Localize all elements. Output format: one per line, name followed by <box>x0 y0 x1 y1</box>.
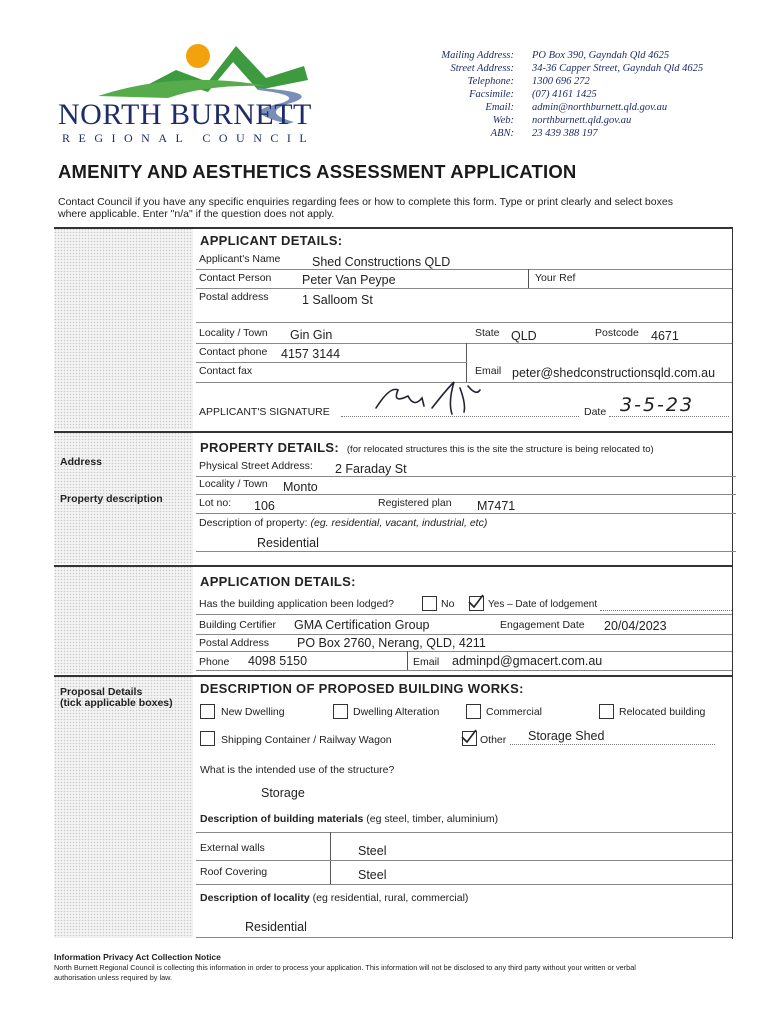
relocated-building-label: Relocated building <box>619 706 706 718</box>
property-heading <box>200 440 654 455</box>
sidebar-address: Address <box>60 456 103 468</box>
contact-value: 1300 696 272 <box>532 76 590 87</box>
locality-description-field[interactable]: Residential <box>245 920 307 934</box>
privacy-line-1: North Burnett Regional Council is collecting this information in order to process your application. This information will not be disclosed to any third party without your written or verbal <box>54 963 636 972</box>
sidebar-tick-boxes: (tick applicable boxes) <box>60 697 173 709</box>
certifier-postal-label: Postal Address <box>199 637 270 649</box>
privacy-title: Information Privacy Act Collection Notice <box>54 952 221 962</box>
registered-plan-field[interactable]: M7471 <box>477 499 516 513</box>
dwelling-alteration-checkbox[interactable] <box>333 704 348 719</box>
state-label: State <box>475 327 500 339</box>
property-description-prompt <box>199 517 487 529</box>
materials-label: Description of building materials <box>200 813 364 825</box>
contact-phone-label: Contact phone <box>199 346 268 358</box>
lot-field[interactable]: 106 <box>254 499 275 513</box>
street-address-field[interactable]: 2 Faraday St <box>335 462 407 476</box>
property-description-field[interactable]: Residential <box>257 536 319 550</box>
council-subtitle: REGIONAL COUNCIL <box>62 131 316 145</box>
sidebar-proposal-details: Proposal Details <box>60 686 143 698</box>
yes-label: Yes – Date of lodgement <box>488 599 598 610</box>
shipping-container-label: Shipping Container / Railway Wagon <box>221 734 392 746</box>
contact-value: (07) 4161 1425 <box>532 89 597 100</box>
check-icon <box>461 729 477 745</box>
other-field[interactable]: Storage Shed <box>528 729 605 743</box>
external-walls-label: External walls <box>200 842 265 854</box>
contact-label: Facsimile: <box>469 89 514 100</box>
postal-address-label: Postal address <box>199 291 269 303</box>
state-field[interactable]: QLD <box>511 329 537 343</box>
applicant-email-field[interactable]: peter@shedconstructionsqld.com.au <box>512 366 716 380</box>
new-dwelling-label: New Dwelling <box>221 706 285 718</box>
postal-address-field[interactable]: 1 Salloom St <box>302 293 373 307</box>
contact-value: PO Box 390, Gayndah Qld 4625 <box>532 50 670 61</box>
locality-description-hint: (eg residential, rural, commercial) <box>309 892 469 904</box>
intended-use-field[interactable]: Storage <box>261 786 305 800</box>
external-walls-field[interactable]: Steel <box>358 844 387 858</box>
sidebar-shade <box>54 228 193 430</box>
applicant-email-label: Email <box>475 365 502 377</box>
commercial-checkbox[interactable] <box>466 704 481 719</box>
property-heading-note: (for relocated structures this is the site the structure is being relocated to) <box>346 444 654 455</box>
materials-prompt <box>200 813 498 825</box>
dwelling-alteration-label: Dwelling Alteration <box>353 706 440 718</box>
property-description-label: Description of property: <box>199 517 308 529</box>
shipping-container-checkbox[interactable] <box>200 731 215 746</box>
intro-line-2: where applicable. Enter "n/a" if the question does not apply. <box>58 208 335 220</box>
certifier-email-field[interactable]: adminpd@gmacert.com.au <box>452 654 603 668</box>
engagement-date-label: Engagement Date <box>500 619 585 631</box>
contact-person-label: Contact Person <box>199 272 272 284</box>
certifier-field[interactable]: GMA Certification Group <box>294 618 430 632</box>
works-heading: DESCRIPTION OF PROPOSED BUILDING WORKS: <box>200 681 524 696</box>
other-label: Other <box>480 734 507 746</box>
check-icon <box>468 594 484 610</box>
date-field[interactable]: 3-5-23 <box>620 394 695 416</box>
contact-person-field[interactable]: Peter Van Peype <box>302 273 396 287</box>
roof-covering-label: Roof Covering <box>200 866 268 878</box>
signature-label: APPLICANT'S SIGNATURE <box>199 406 330 418</box>
street-address-label: Physical Street Address: <box>199 460 313 472</box>
certifier-label: Building Certifier <box>199 619 277 631</box>
contact-fax-label: Contact fax <box>199 365 253 377</box>
contact-value: 23 439 388 197 <box>532 128 598 139</box>
materials-hint: (eg steel, timber, aluminium) <box>363 813 499 825</box>
commercial-label: Commercial <box>486 706 543 718</box>
privacy-line-2: authorisation unless required by law. <box>54 973 173 982</box>
engagement-date-field[interactable]: 20/04/2023 <box>604 619 667 633</box>
contact-label: Web: <box>492 115 514 126</box>
other-checkbox[interactable] <box>462 731 477 746</box>
applicant-name-field[interactable]: Shed Constructions QLD <box>312 255 451 269</box>
postcode-field[interactable]: 4671 <box>651 329 679 343</box>
property-locality-field[interactable]: Monto <box>283 480 318 494</box>
intended-use-question: What is the intended use of the structure? <box>200 764 395 776</box>
application-heading: APPLICATION DETAILS: <box>200 574 356 589</box>
certifier-postal-field[interactable]: PO Box 2760, Nerang, QLD, 4211 <box>297 636 486 650</box>
sun-icon <box>186 44 210 68</box>
property-locality-label: Locality / Town <box>199 478 268 490</box>
sidebar-property-description: Property description <box>60 493 163 505</box>
form-title: AMENITY AND AESTHETICS ASSESSMENT APPLICATION <box>58 161 577 182</box>
yes-checkbox[interactable] <box>469 596 484 611</box>
contact-label: Telephone: <box>467 76 514 87</box>
property-heading-text: PROPERTY DETAILS: <box>200 440 339 455</box>
contact-label: ABN: <box>490 128 514 139</box>
date-label: Date <box>584 406 607 418</box>
lodged-question: Has the building application been lodged? <box>199 598 394 610</box>
postcode-label: Postcode <box>595 327 639 339</box>
contact-value: northburnett.qld.gov.au <box>532 115 632 126</box>
contact-value: 34-36 Capper Street, Gayndah Qld 4625 <box>532 63 704 74</box>
your-ref-label: Your Ref <box>535 272 576 284</box>
property-description-hint: (eg. residential, vacant, industrial, etc) <box>310 517 488 529</box>
signature-mark[interactable] <box>368 378 498 420</box>
locality-description-prompt <box>200 892 468 904</box>
council-name: NORTH BURNETT <box>58 98 312 131</box>
certifier-phone-field[interactable]: 4098 5150 <box>248 654 308 668</box>
lot-label: Lot no: <box>199 497 232 509</box>
contact-label: Street Address: <box>450 63 514 74</box>
roof-covering-field[interactable]: Steel <box>358 868 387 882</box>
applicant-name-label: Applicant's Name <box>199 253 281 265</box>
locality-field[interactable]: Gin Gin <box>290 328 333 342</box>
certifier-phone-label: Phone <box>199 656 230 668</box>
sidebar-shade <box>54 566 193 674</box>
relocated-building-checkbox[interactable] <box>599 704 614 719</box>
certifier-email-label: Email <box>413 656 440 668</box>
no-label: No <box>441 598 455 610</box>
new-dwelling-checkbox[interactable] <box>200 704 215 719</box>
contact-label: Mailing Address: <box>441 50 514 61</box>
sidebar-shade <box>54 676 193 938</box>
applicant-heading: APPLICANT DETAILS: <box>200 233 343 248</box>
locality-description-label: Description of locality <box>200 892 310 904</box>
contact-phone-field[interactable]: 4157 3144 <box>281 347 341 361</box>
contact-label: Email: <box>485 102 514 113</box>
registered-plan-label: Registered plan <box>378 497 452 509</box>
locality-label: Locality / Town <box>199 327 268 339</box>
no-checkbox[interactable] <box>422 596 437 611</box>
intro-line-1: Contact Council if you have any specific enquiries regarding fees or how to complete this form. Type or print clearly and select boxes <box>58 196 673 208</box>
contact-value: admin@northburnett.qld.gov.au <box>532 102 668 113</box>
your-ref-field[interactable] <box>585 270 730 288</box>
